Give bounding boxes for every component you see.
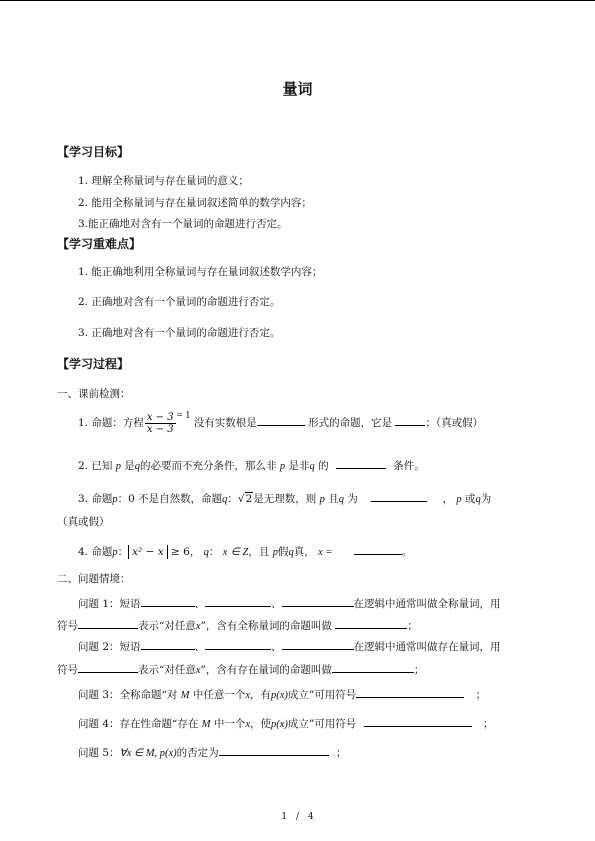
w1-blank-4[interactable]	[78, 617, 138, 629]
section-goals-header: 【学习目标】	[57, 145, 130, 159]
page-separator: /	[295, 812, 300, 822]
section-key-header: 【学习重难点】	[57, 237, 142, 251]
forall-expression: ∀x ∈ M, p(x)	[119, 748, 177, 759]
w1-blank-5[interactable]	[335, 617, 407, 629]
q3-line: 3. 命题p：0 不是自然数，命题q：√2是无理数，则 p 且q 为 ， p 或q为	[78, 490, 491, 507]
q1-line: 1. 命题：方程 $\frac{x - 3}{x - 3}$ = 1 没有实数根是 形式的命题，它是 ；（真或假）	[78, 410, 484, 435]
w5-line: 问题 5：∀x ∈ M, p(x)的否定为 ；	[78, 744, 347, 761]
page-number: 1	[281, 812, 288, 822]
q4-line: 4. 命题p： x² − x ≥ 6， q： x ∈ Z，且 p假q真， x = 。	[78, 543, 412, 560]
w2-blank-2[interactable]	[205, 638, 271, 650]
key-item-1: 1. 能正确地利用全称量词与存在量词叙述数学内容；	[78, 266, 323, 278]
w1-line-2: 符号 表示“对任意x”，含有全称量词的命题叫做 ；	[57, 617, 418, 634]
w3-line: 问题 3：全称命题“对 M 中任意一个x，有p(x)成立”可用符号 ；	[78, 686, 486, 703]
q1-blank-2[interactable]	[395, 414, 425, 426]
w2-blank-4[interactable]	[78, 661, 138, 673]
q3-blank-1[interactable]	[371, 490, 427, 502]
w5-blank[interactable]	[219, 744, 329, 756]
part2-heading: 二、问题情境：	[57, 573, 131, 585]
abs-expression: x² − x	[128, 545, 168, 559]
q3-continuation: （真或假）	[57, 516, 110, 528]
w1-blank-2[interactable]	[205, 595, 271, 607]
key-item-2: 2. 正确地对含有一个量词的命题进行否定。	[78, 296, 281, 308]
w3-blank[interactable]	[356, 686, 464, 698]
w1-blank-3[interactable]	[282, 595, 354, 607]
page-footer	[0, 812, 595, 822]
w2-blank-1[interactable]	[141, 638, 195, 650]
w2-blank-5[interactable]	[332, 661, 414, 673]
section-process-header: 【学习过程】	[57, 357, 130, 371]
page-total: 4	[307, 812, 314, 822]
part1-heading: 一、课前检测：	[57, 388, 131, 400]
goal-item-1: 1. 理解全称量词与存在量词的意义；	[78, 175, 249, 187]
q1-blank-1[interactable]	[257, 414, 305, 426]
q2-blank[interactable]	[336, 457, 386, 469]
goal-item-3: 3.能正确地对含有一个量词的命题进行否定。	[78, 218, 288, 230]
w4-line: 问题 4：存在性命题“存在 M 中一个x，使p(x)成立”可用符号 ；	[78, 715, 493, 732]
q4-blank[interactable]	[354, 543, 402, 555]
q2-line: 2. 已知 p 是q的必要而不充分条件，那么非 p 是非q 的 条件。	[78, 457, 425, 474]
fraction: $\frac{x - 3}{x - 3}$	[146, 411, 174, 435]
w2-line-2: 符号 表示“对任意x”，含有存在量词的命题叫做 ；	[57, 661, 424, 678]
key-item-3: 3. 正确地对含有一个量词的命题进行否定。	[78, 327, 281, 339]
w2-blank-3[interactable]	[282, 638, 354, 650]
w4-blank[interactable]	[364, 715, 472, 727]
page-title: 量词	[282, 80, 313, 98]
w1-line: 问题 1：短语 、 、 在逻辑中通常叫做全称量词，用	[78, 595, 501, 611]
sqrt-two: √2	[237, 493, 253, 505]
w2-line: 问题 2：短语 、 、 在逻辑中通常叫做存在量词，用	[78, 638, 501, 654]
top-rule	[0, 0, 595, 1]
goal-item-2: 2. 能用全称量词与存在量词叙述简单的数学内容；	[78, 197, 312, 209]
w1-blank-1[interactable]	[141, 595, 195, 607]
